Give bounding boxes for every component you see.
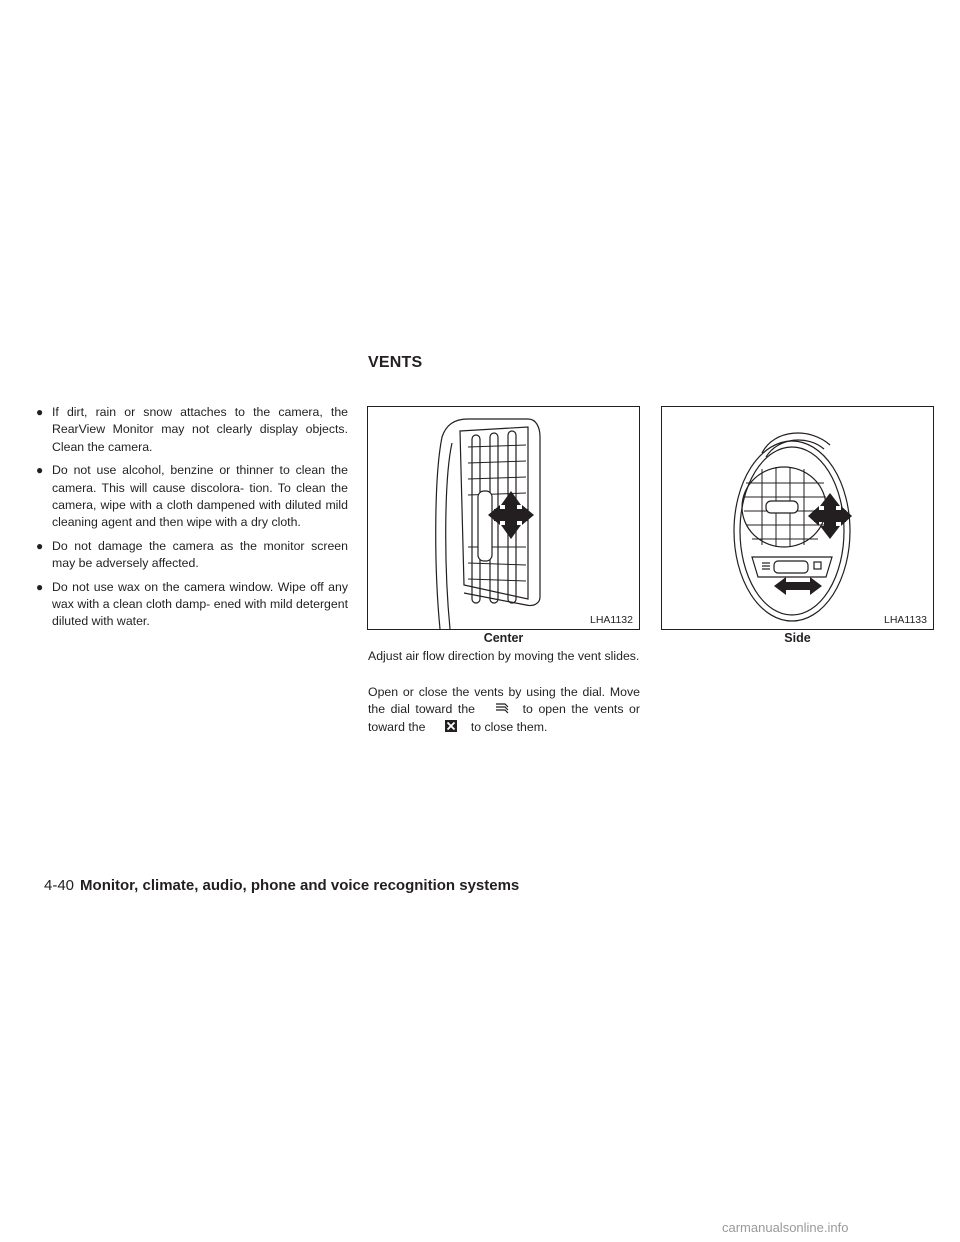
chapter-title: Monitor, climate, audio, phone and voice recognition systems xyxy=(80,877,520,894)
bullet-item xyxy=(36,462,348,532)
figure-code: LHA1133 xyxy=(883,614,927,626)
bullet-text: Do not use wax on the camera window. Wipe off any wax with a clean cloth damp- ened with mild detergent diluted with water. xyxy=(52,579,348,629)
bullet-glyph: ● xyxy=(36,463,44,478)
side-caption: Side xyxy=(784,631,811,645)
bullet-glyph: ● xyxy=(36,579,44,594)
bullet-text: Do not damage the camera as the monitor screen may be adversely affected. xyxy=(52,538,348,571)
bullet-item xyxy=(36,579,348,631)
paragraph-dial-text-3: to close them. xyxy=(470,719,548,734)
page-footer xyxy=(44,877,519,894)
page-number: 4-40 xyxy=(44,877,75,894)
vent-open-icon xyxy=(495,701,511,715)
section-title: VENTS xyxy=(368,354,423,371)
center-caption: Center xyxy=(483,631,524,645)
bullet-item xyxy=(36,404,348,456)
paragraph-dial-text-1: Open or close the vents by using the dial. Move the dial toward the xyxy=(368,685,640,717)
figure-code: LHA1132 xyxy=(589,614,633,626)
watermark: carmanualsonline.info xyxy=(722,1220,849,1235)
center-vent-illustration xyxy=(368,407,639,629)
paragraph-dial xyxy=(368,684,640,736)
bullet-text: Do not use alcohol, benzine or thinner to clean the camera. This will cause discolora- tion. To clean the camera, wipe with a cloth dampened with diluted mild cleaning agent and then wipe with a dry cloth. xyxy=(52,463,348,530)
bullet-glyph: ● xyxy=(36,538,44,553)
bullet-text: If dirt, rain or snow attaches to the camera, the RearView Monitor may not clearly display objects. Clean the camera. xyxy=(52,405,348,454)
bullet-glyph: ● xyxy=(36,405,44,419)
paragraph-airflow: Adjust air flow direction by moving the vent slides. xyxy=(368,649,640,663)
center-vent-figure xyxy=(367,406,640,630)
side-vent-figure xyxy=(661,406,934,630)
vent-close-icon xyxy=(443,719,459,733)
paragraph-dial-text-2: to open the vents or toward the xyxy=(368,702,640,734)
bullet-list xyxy=(36,404,348,637)
side-vent-illustration xyxy=(662,407,933,629)
bullet-item xyxy=(36,538,348,573)
